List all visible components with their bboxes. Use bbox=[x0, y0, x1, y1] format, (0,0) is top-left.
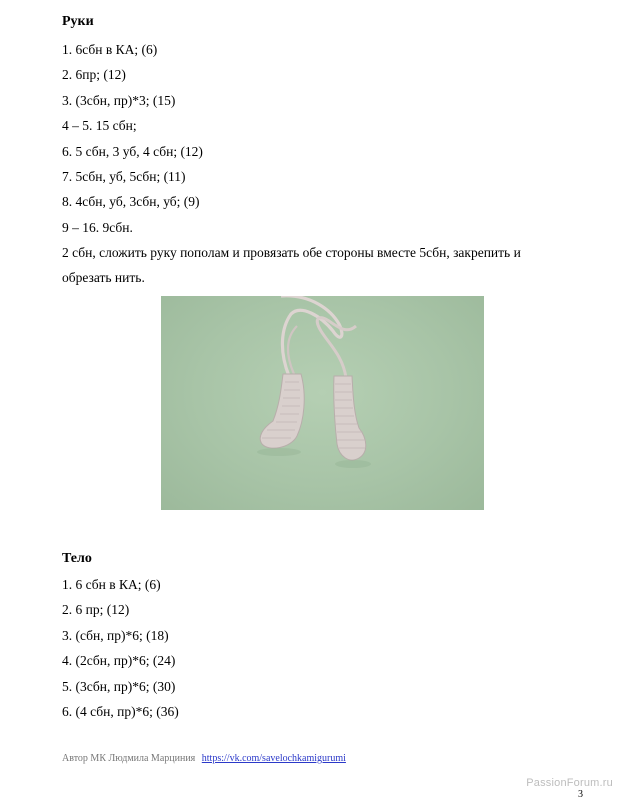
arms-heading: Руки bbox=[62, 14, 94, 29]
arms-row-4-5: 4 – 5. 15 сбн; bbox=[62, 118, 137, 133]
crochet-arms-photo bbox=[161, 296, 484, 510]
author-vk-link[interactable]: https://vk.com/savelochkamigurumi bbox=[201, 753, 346, 764]
body-row-5: 5. (3сбн, пр)*6; (30) bbox=[62, 679, 176, 694]
arms-row-1: 1. 6сбн в КА; (6) bbox=[62, 42, 158, 57]
body-row-4: 4. (2сбн, пр)*6; (24) bbox=[62, 653, 176, 668]
arms-row-3: 3. (3сбн, пр)*3; (15) bbox=[62, 93, 176, 108]
page-number: 3 bbox=[578, 789, 583, 800]
arms-row-6: 6. 5 сбн, 3 уб, 4 сбн; (12) bbox=[62, 144, 203, 159]
footer-credit bbox=[62, 753, 346, 764]
arms-row-2: 2. 6пр; (12) bbox=[62, 67, 126, 82]
site-watermark: PassionForum.ru bbox=[526, 777, 613, 789]
body-row-2: 2. 6 пр; (12) bbox=[62, 602, 130, 617]
body-heading: Тело bbox=[62, 551, 92, 566]
body-row-1: 1. 6 сбн в КА; (6) bbox=[62, 577, 161, 592]
arms-finish-instruction: 2 сбн, сложить руку пополам и провязать обе стороны вместе 5сбн, закрепить и обрезать нить. bbox=[62, 245, 521, 285]
arms-row-9-16: 9 – 16. 9сбн. bbox=[62, 220, 133, 235]
left-arm-shape bbox=[260, 374, 304, 448]
body-row-3: 3. (сбн, пр)*6; (18) bbox=[62, 628, 169, 643]
footer-author: Автор МК Людмила Марциния bbox=[62, 753, 196, 764]
body-row-6: 6. (4 сбн, пр)*6; (36) bbox=[62, 704, 179, 719]
arms-row-8: 8. 4сбн, уб, 3сбн, уб; (9) bbox=[62, 194, 200, 209]
arms-row-7: 7. 5сбн, уб, 5сбн; (11) bbox=[62, 169, 186, 184]
right-arm-shape bbox=[334, 376, 366, 460]
